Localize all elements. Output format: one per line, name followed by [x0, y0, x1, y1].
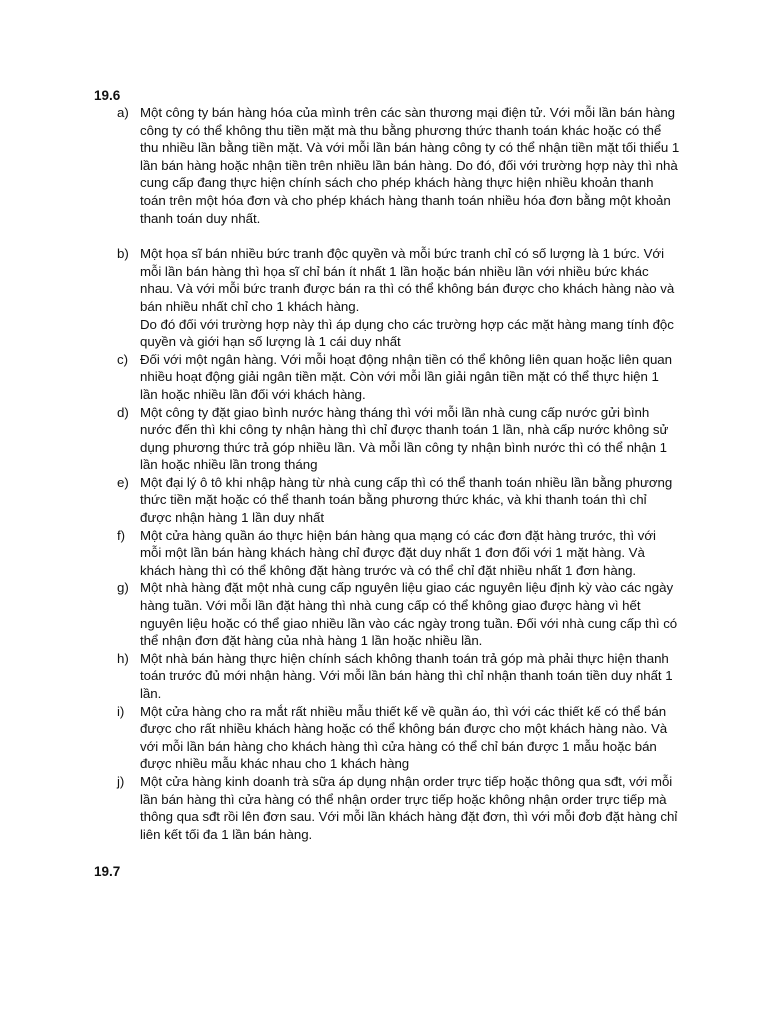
list-item-a — [0, 104, 680, 227]
answer-list — [0, 104, 768, 843]
list-item-b — [0, 245, 680, 351]
item-text: Đối với một ngân hàng. Với mỗi hoạt động nhận tiền có thể không liên quan hoặc liên quan nhiều hoạt động giải ngân tiền mặt. Còn với mỗi lần giải ngân tiền mặt có thể thực hiện 1 lần hoặc nhiều lần đối với khách hàng. — [140, 351, 672, 402]
list-item-e — [0, 474, 680, 527]
item-text: Một nhà hàng đặt một nhà cung cấp nguyên liệu giao các nguyên liệu định kỳ vào các ngày hàng tuần. Với mỗi lần đặt hàng thì nhà cung cấp có thể không giao được hàng vì hết nguyên liệu hoặc có thể giao nhiều lần vào các ngày trong tuần. Đối với nhà cung cấp thì có thể nhận đơn đặt hàng của nhà hàng 1 lần hoặc nhiều lần. — [140, 580, 678, 649]
item-letter: d) — [117, 404, 129, 420]
item-letter: c) — [117, 351, 128, 367]
item-text: Một họa sĩ bán nhiều bức tranh độc quyền và mỗi bức tranh chỉ có số lượng là 1 bức. Với mỗi lần bán hàng thì họa sĩ chỉ bán ít nhất 1 lần hoặc bán nhiều lần với nhiều bức khác nhau. Và với mỗi bức tranh được bán ra thì có thể không bán được cho khách hàng nào và bán nhiều nhất chỉ cho 1 khách hàng. Do đó đối với trường hợp này thì áp dụng cho các trường hợp các mặt hàng mang tính độc quyền và giới hạn số lượng là 1 cái duy nhất — [140, 246, 675, 350]
item-letter: b) — [117, 246, 129, 262]
item-text: Một công ty bán hàng hóa của mình trên các sàn thương mại điện tử. Với mỗi lần bán hàng công ty có thể không thu tiền mặt mà thu bằng phương thức thanh toán khác hoặc có thể thu nhiều lần bằng tiền mặt. Và với mỗi lần bán hàng công ty có thể nhận tiền mặt tối thiểu 1 lần bán hàng hoặc nhận tiền trên nhiều lần bán hàng. Do đó, đối với trường hợp này thì nhà cung cấp đang thực hiện chính sách cho phép khách hàng thực hiện nhiều khoản thanh toán trên một hóa đơn và cho phép khách hàng thanh toán nhiều hóa đơn bằng một khoản thanh toán duy nhất. — [140, 105, 680, 226]
list-item-h — [0, 650, 680, 703]
list-item-j — [0, 773, 680, 843]
item-text: Một cửa hàng quần áo thực hiện bán hàng qua mạng có các đơn đặt hàng trước, thì với mỗi một lần bán hàng khách hàng chỉ được đặt duy nhất 1 đơn đối với 1 mặt hàng. Và khách hàng thì có thể không đặt hàng trước và có thể chỉ đặt nhiều nhất 1 đơn hàng. — [140, 527, 656, 578]
item-letter: g) — [117, 580, 129, 596]
item-letter: a) — [117, 105, 129, 120]
list-item-g — [0, 579, 680, 649]
item-text: Một công ty đặt giao bình nước hàng tháng thì với mỗi lần nhà cung cấp nước gửi bình nước đến thì khi công ty nhận hàng thì chỉ được thanh toán 1 lần, nhà cấp nước không sử dụng phương thức trả góp nhiều lần. Và mỗi lần công ty nhận bình nước thì có thể nhận 1 lần hoặc nhiều lần trong tháng — [140, 404, 669, 473]
item-letter: f) — [117, 527, 126, 543]
item-letter: e) — [117, 474, 129, 490]
list-item-i — [0, 703, 680, 773]
item-letter: i) — [117, 703, 125, 719]
item-text: Một cửa hàng kinh doanh trà sữa áp dụng nhận order trực tiếp hoặc thông qua sđt, với mỗi lần bán hàng thì cửa hàng có thể nhận order trực tiếp hoặc không nhận order trực tiếp mà thông qua sđt rồi lên đơn sau. Với mỗi lần khách hàng đặt đơn, thì với mỗi đơb đặt hàng chỉ liên kết tối đa 1 lần bán hàng. — [140, 773, 678, 842]
section-heading-19-6: 19.6 — [94, 88, 121, 103]
item-letter: h) — [117, 650, 129, 666]
item-text: Một cửa hàng cho ra mắt rất nhiều mẫu thiết kế về quần áo, thì với các thiết kế có thể bán được cho rất nhiều khách hàng hoặc có thể không bán được cho một khách hàng nào. Và với mỗi lần bán hàng cho khách hàng thì cửa hàng có thể chỉ bán được 1 mẫu hoặc bán được nhiều mẫu khác nhau cho 1 khách hàng — [140, 703, 668, 772]
item-letter: j) — [117, 773, 125, 789]
item-text: Một đại lý ô tô khi nhập hàng từ nhà cung cấp thì có thể thanh toán nhiều lần bằng phương thức tiền mặt hoặc có thể thanh toán bằng phương thức khác, và khi thanh toán thì chỉ được nhận hàng 1 lần duy nhất — [140, 474, 673, 526]
list-item-f — [0, 527, 680, 580]
item-text: Một nhà bán hàng thực hiện chính sách không thanh toán trả góp mà phải thực hiện thanh toán trước đủ mới nhận hàng. Với mỗi lần bán hàng thì chỉ nhận thanh toán tiền duy nhất 1 lần. — [140, 650, 673, 701]
paragraph-gap — [0, 227, 768, 245]
list-item-c — [0, 351, 680, 404]
list-item-d — [0, 404, 680, 474]
section-heading-19-7: 19.7 — [94, 864, 121, 879]
